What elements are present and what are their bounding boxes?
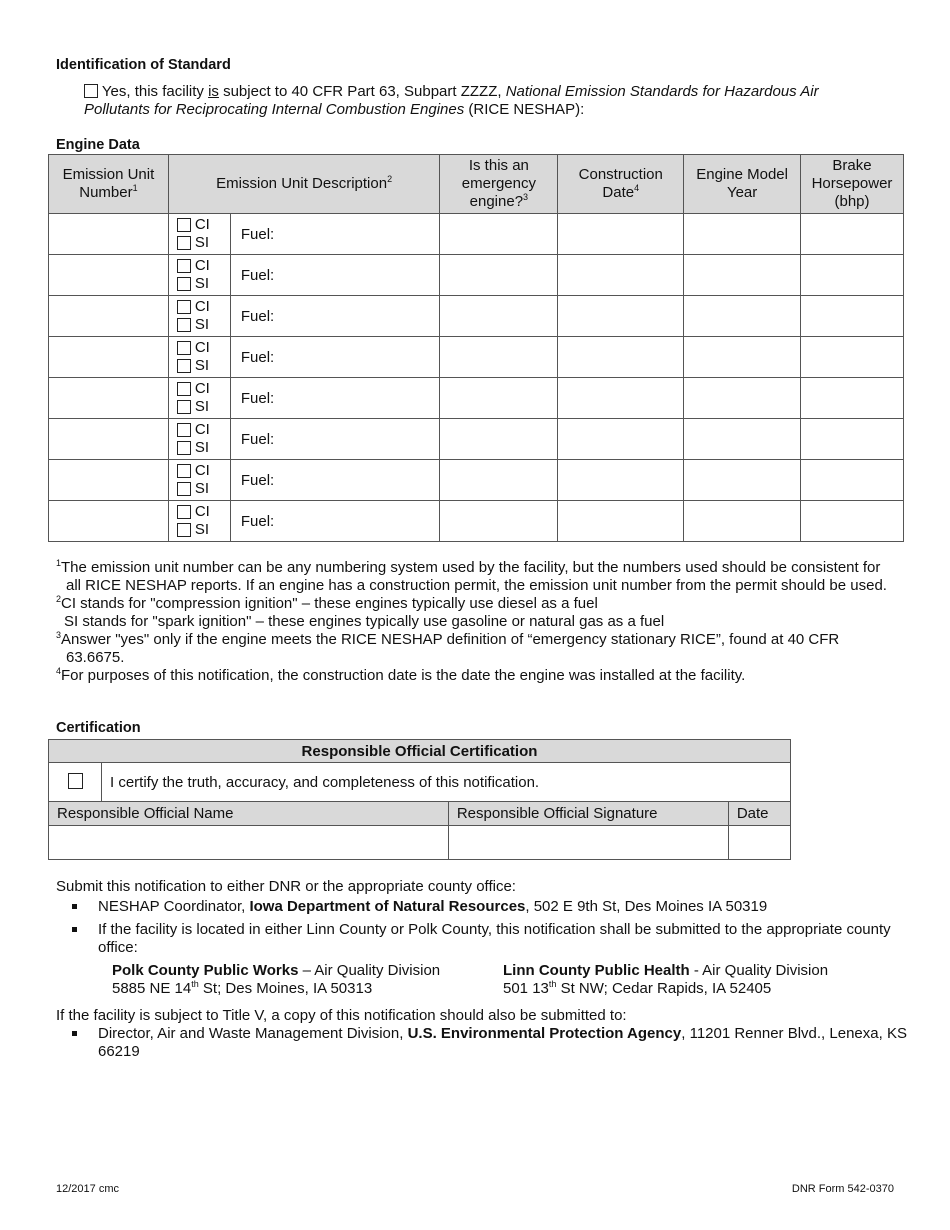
horsepower-cell[interactable] [801, 460, 904, 501]
name-label: Responsible Official Name [49, 802, 449, 826]
statement-is: is [208, 83, 219, 100]
footnote-ref: 3 [523, 192, 529, 202]
footnote-text: The emission unit number can be any numbering system used by the facility, but the numbers used should be consistent for all RICE NESHAP reports. If an engine has a construction permit, the emission unit number from the permit should be used. [61, 559, 887, 594]
footnote [56, 595, 896, 613]
epa-bullet [56, 1025, 916, 1061]
polk-sup: th [191, 979, 199, 989]
si-label: SI [194, 521, 210, 538]
si-label: SI [194, 316, 210, 333]
fuel-field[interactable] [231, 255, 274, 295]
footnotes [56, 559, 896, 685]
engine-row [49, 378, 904, 419]
ci-label: CI [194, 462, 210, 479]
ci-checkbox[interactable] [177, 423, 191, 437]
footnote-ref: 4 [634, 183, 640, 193]
horsepower-cell[interactable] [801, 337, 904, 378]
fuel-label: Fuel: [240, 471, 275, 489]
engine-data-heading: Engine Data [56, 137, 140, 153]
si-checkbox[interactable] [177, 523, 191, 537]
fuel-label: Fuel: [240, 266, 275, 284]
engine-row [49, 255, 904, 296]
model-year-cell[interactable] [684, 501, 801, 542]
footnote-text: CI stands for "compression ignition" – these engines typically use diesel as a fuel [61, 595, 598, 612]
emergency-cell[interactable] [440, 419, 558, 460]
si-label: SI [194, 398, 210, 415]
fuel-field[interactable] [231, 419, 274, 459]
description-cell [168, 460, 440, 501]
linn-addr: 501 13 [503, 980, 549, 997]
column-header [168, 155, 440, 214]
ci-label: CI [194, 257, 210, 274]
horsepower-cell[interactable] [801, 419, 904, 460]
polk-name: Polk County Public Works [112, 962, 299, 979]
si-label: SI [194, 480, 210, 497]
submission-instructions [56, 878, 916, 1066]
construction-date-cell[interactable] [558, 296, 684, 337]
model-year-cell[interactable] [684, 419, 801, 460]
model-year-cell[interactable] [684, 460, 801, 501]
footnote-ref: 2 [387, 174, 393, 184]
fuel-field[interactable] [231, 501, 274, 541]
unit-number-cell[interactable] [49, 255, 169, 296]
footnote-text: Answer "yes" only if the engine meets the RICE NESHAP definition of “emergency stationary RICE”, found at 40 CFR 63.6675. [61, 631, 840, 666]
ci-checkbox[interactable] [177, 218, 191, 232]
certification-table [48, 739, 791, 860]
ci-checkbox[interactable] [177, 341, 191, 355]
polk-addr: St; Des Moines, IA 50313 [198, 980, 373, 997]
column-header [49, 155, 169, 214]
rice-neshap-checkbox[interactable] [84, 84, 98, 98]
emergency-cell[interactable] [440, 337, 558, 378]
si-checkbox[interactable] [177, 400, 191, 414]
emergency-cell[interactable] [440, 214, 558, 255]
description-cell [168, 337, 440, 378]
name-field[interactable] [49, 826, 449, 860]
emergency-cell[interactable] [440, 378, 558, 419]
engine-row [49, 460, 904, 501]
b3-text: , 11201 Renner Blvd., Lenexa, KS 66219 [98, 1025, 907, 1060]
fuel-label: Fuel: [240, 225, 275, 243]
b1-bold: Iowa Department of Natural Resources [249, 898, 526, 915]
description-cell [168, 419, 440, 460]
footnote [56, 631, 896, 667]
construction-date-cell[interactable] [558, 378, 684, 419]
engine-row [49, 501, 904, 542]
unit-number-cell[interactable] [49, 296, 169, 337]
description-cell [168, 501, 440, 542]
footnote [56, 559, 896, 595]
footnote [56, 613, 896, 631]
si-label: SI [194, 275, 210, 292]
unit-number-cell[interactable] [49, 214, 169, 255]
emergency-cell[interactable] [440, 460, 558, 501]
column-header [440, 155, 558, 214]
si-checkbox[interactable] [177, 482, 191, 496]
polk-addr: 5885 NE 14 [112, 980, 192, 997]
ci-label: CI [194, 380, 210, 397]
footnote-text: For purposes of this notification, the construction date is the date the engine was installed at the facility. [61, 667, 746, 684]
header-label: Is this an emergency engine? [461, 157, 536, 210]
header-label: Emission Unit Number [62, 166, 155, 201]
si-label: SI [194, 357, 210, 374]
engine-row [49, 214, 904, 255]
emergency-cell[interactable] [440, 255, 558, 296]
certify-statement: I certify the truth, accuracy, and completeness of this notification. [102, 763, 791, 802]
header-label: Emission Unit Description [216, 175, 388, 192]
polk-county-address [112, 962, 503, 998]
county-bullet: If the facility is located in either Linn County or Polk County, this notification shall be submitted to the appropriate county office: [56, 921, 916, 957]
description-cell [168, 378, 440, 419]
fuel-field[interactable] [231, 296, 274, 336]
si-checkbox[interactable] [177, 359, 191, 373]
horsepower-cell[interactable] [801, 255, 904, 296]
dnr-bullet [56, 898, 916, 916]
statement-text: Yes, this facility [101, 83, 209, 100]
footer-form-number: DNR Form 542-0370 [791, 1183, 894, 1195]
certify-checkbox[interactable] [68, 773, 83, 789]
fuel-label: Fuel: [240, 307, 275, 325]
submit-intro: Submit this notification to either DNR or the appropriate county office: [56, 878, 516, 895]
footnote-text: SI stands for "spark ignition" – these engines typically use gasoline or natural gas as a fuel [64, 613, 665, 630]
description-cell [168, 214, 440, 255]
rice-neshap-statement [84, 83, 884, 119]
horsepower-cell[interactable] [801, 501, 904, 542]
footnote [56, 667, 896, 685]
si-checkbox[interactable] [177, 441, 191, 455]
horsepower-cell[interactable] [801, 378, 904, 419]
fuel-field[interactable] [231, 337, 274, 377]
b1-text: NESHAP Coordinator, [98, 898, 250, 915]
description-cell [168, 255, 440, 296]
statement-text: (RICE NESHAP): [464, 101, 585, 118]
b3-bold: U.S. Environmental Protection Agency [407, 1025, 682, 1042]
unit-number-cell[interactable] [49, 378, 169, 419]
fuel-label: Fuel: [240, 430, 275, 448]
si-label: SI [194, 439, 210, 456]
unit-number-cell[interactable] [49, 419, 169, 460]
ci-label: CI [194, 298, 210, 315]
engine-row [49, 419, 904, 460]
model-year-cell[interactable] [684, 255, 801, 296]
certification-heading: Certification [56, 720, 141, 736]
model-year-cell[interactable] [684, 214, 801, 255]
fuel-field[interactable] [231, 460, 274, 500]
construction-date-cell[interactable] [558, 255, 684, 296]
construction-date-cell[interactable] [558, 419, 684, 460]
ci-checkbox[interactable] [177, 505, 191, 519]
emergency-cell[interactable] [440, 296, 558, 337]
signature-field[interactable] [448, 826, 728, 860]
construction-date-cell[interactable] [558, 214, 684, 255]
statement-italic: National Emission Standards for Hazardous Air Pollutants for Reciprocating Internal Combustion Engines [84, 83, 819, 118]
fuel-label: Fuel: [240, 389, 275, 407]
unit-number-cell[interactable] [49, 337, 169, 378]
fuel-label: Fuel: [240, 512, 275, 530]
ci-label: CI [194, 503, 210, 520]
horsepower-cell[interactable] [801, 214, 904, 255]
ci-checkbox[interactable] [177, 300, 191, 314]
statement-text: subject to 40 CFR Part 63, Subpart ZZZZ, [218, 83, 506, 100]
linn-county-address [503, 962, 828, 998]
identification-heading: Identification of Standard [56, 57, 231, 73]
si-checkbox[interactable] [177, 318, 191, 332]
linn-sup: th [548, 979, 557, 989]
date-label: Date [728, 802, 790, 826]
header-label: Construction Date [578, 166, 663, 201]
ci-checkbox[interactable] [177, 382, 191, 396]
emergency-cell[interactable] [440, 501, 558, 542]
footer-date: 12/2017 cmc [56, 1183, 119, 1195]
ci-label: CI [194, 339, 210, 356]
column-header [558, 155, 684, 214]
engine-row [49, 337, 904, 378]
linn-addr: St NW; Cedar Rapids, IA 52405 [556, 980, 772, 997]
ci-checkbox[interactable] [177, 259, 191, 273]
date-field[interactable] [728, 826, 790, 860]
b3-text: Director, Air and Waste Management Division, [98, 1025, 408, 1042]
linn-div: - Air Quality Division [689, 962, 829, 979]
header-label: Engine Model Year [696, 166, 788, 201]
titlev-text: If the facility is subject to Title V, a copy of this notification should also be submitted to: [56, 1007, 627, 1024]
polk-div: – Air Quality Division [298, 962, 441, 979]
ci-checkbox[interactable] [177, 464, 191, 478]
construction-date-cell[interactable] [558, 337, 684, 378]
column-header [801, 155, 904, 214]
horsepower-cell[interactable] [801, 296, 904, 337]
model-year-cell[interactable] [684, 337, 801, 378]
fuel-field[interactable] [231, 214, 274, 254]
footnote-number: 3 [56, 630, 62, 640]
si-checkbox[interactable] [177, 277, 191, 291]
unit-number-cell[interactable] [49, 460, 169, 501]
construction-date-cell[interactable] [558, 501, 684, 542]
engine-row [49, 296, 904, 337]
ci-label: CI [194, 421, 210, 438]
fuel-field[interactable] [231, 378, 274, 418]
ci-label: CI [194, 216, 210, 233]
description-cell [168, 296, 440, 337]
linn-name: Linn County Public Health [503, 962, 690, 979]
signature-label: Responsible Official Signature [448, 802, 728, 826]
certification-title: Responsible Official Certification [49, 740, 791, 763]
engine-data-table [48, 154, 904, 542]
header-label: Brake Horsepower (bhp) [811, 157, 893, 210]
footnote-ref: 1 [132, 183, 138, 193]
construction-date-cell[interactable] [558, 460, 684, 501]
si-label: SI [194, 234, 210, 251]
model-year-cell[interactable] [684, 378, 801, 419]
footnote-number: 2 [56, 594, 62, 604]
si-checkbox[interactable] [177, 236, 191, 250]
footnote-number: 1 [56, 558, 62, 568]
column-header [684, 155, 801, 214]
unit-number-cell[interactable] [49, 501, 169, 542]
footnote-number: 4 [56, 666, 62, 676]
b1-text: , 502 E 9th St, Des Moines IA 50319 [525, 898, 768, 915]
fuel-label: Fuel: [240, 348, 275, 366]
model-year-cell[interactable] [684, 296, 801, 337]
